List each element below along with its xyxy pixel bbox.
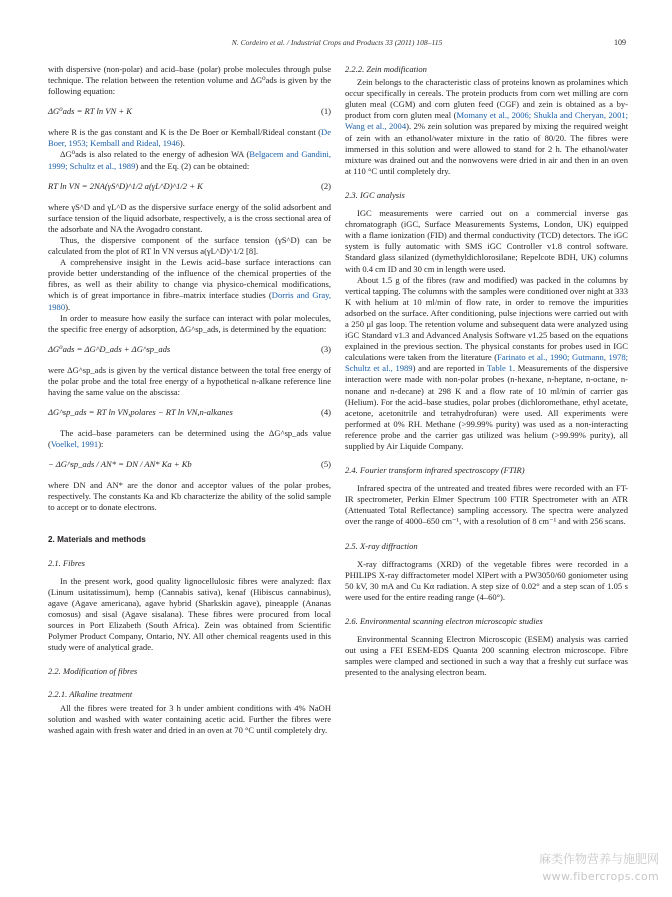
subsection-heading-igc: 2.3. IGC analysis [345,189,405,200]
watermark-chinese-text: 麻类作物营养与施肥网 [538,852,659,866]
paragraph-xrd: X-ray diffractograms (XRD) of the vegetable fibres were recorded in a PHILIPS X-ray diffractometer model XlPert with a PW3050/60 goniometer using 50 kV, 30 mA and Cu Kα radiation. A step size of 0.02° and a step scan of 1.05 s were used for the entire reading range (4–60°). [345,558,628,602]
equation-4-number: (4) [321,407,331,418]
equation-4-body: ΔG^sp_ads = RT ln VN,polares − RT ln VN,n-alkanes [48,407,233,418]
paragraph-order: In order to measure how easily the surface can interact with polar molecules, the specific free energy of adsorption, ΔG^sp_ads, is determined by the equation: [48,312,331,334]
journal-running-title: N. Cordeiro et al. / Industrial Crops and Products 33 (2011) 108–115 [231,38,443,47]
equation-2-body: RT ln VN = 2NA(γS^D)^1/2 a(γL^D)^1/2 + K [48,180,203,191]
page-number: 109 [614,38,626,47]
paragraph-igc-2: About 1.5 g of the fibres (raw and modified) was packed in the columns by vertical tapping. The columns with the samples were conditioned over night at 333 K with helium at 10 ml/min of flow rate, in order to remove the impurities adsorbed on the surface. After conditioning, pulse injections were carried out with a 250 μl gas loop. The retention volume and subsequent data were analyzed using iGC Standard v1.3 and Advanced Analysis Software v1.25 based on the equations explained in the previous section. The physical constants for probes used in IGC calculations were taken from the literature (Farinato et al., 1990; Gutmann, 1978; Schultz et al., 1989) and are reported in Table 1. Measurements of the dispersive interaction were made with non-polar probes (n-hexane, n-heptane, n-octane, n-nonane and n-decane) at 298 K and a flow rate of 10 ml/min of carrier gas (Helium). For the acid–base studies, polar probes (dichloromethane, ethyl acetate, acetone, acetonitrile and tetrahydrofuran) were used. All experiments were performed at 0% RH. Methane (>99.99% purity) was used as a non-interacting reference probe and the carrier gas utilized was helium (>99.99% purity), all supplied by Air Liquide Company. [345,274,629,451]
paragraph-after-eq1: where R is the gas constant and K is the De Boer or Kemball/Rideal constant (De Boer, 1953; Kemball and Rideal, 1946). [48,127,331,149]
paragraph-after-eq2: where γS^D and γL^D as the dispersive surface energy of the solid adsorbent and surface tension of the liquid adsorbate, respectively, a is the cross sectional area of the adsorbate and NA the Avogadro constant. [48,201,331,234]
equation-1-body: ΔG⁰ads = RT ln VN + K [48,106,132,117]
equation-5 [48,459,331,471]
equation-1 [48,106,331,118]
equation-2-number: (2) [321,180,331,191]
subsubsection-heading-alkaline: 2.2.1. Alkaline treatment [48,689,133,700]
subsection-heading-modification: 2.2. Modification of fibres [48,666,138,677]
paragraph-acidbase: The acid–base parameters can be determined using the ΔG^sp_ads value (Voelkel, 1991): [48,428,331,450]
left-column [48,64,331,736]
equation-4 [48,407,331,419]
equation-3-body: ΔG⁰ads = ΔG^D_ads + ΔG^sp_ads [48,343,171,354]
paragraph-esem: Environmental Scanning Electron Microscopic (ESEM) analysis was carried out using a FEI ESEM-EDS Quanta 200 scanning electron microscope. Fibre samples were clamped and sectioned in such a way that a freshly cut surface was presented to the analysing electron beam. [345,634,628,678]
equation-5-number: (5) [321,459,331,470]
paragraph-intro: with dispersive (non-polar) and acid–base (polar) probe molecules through pulse technique. The relation between the retention volume and ΔG⁰ads is given by the following equation: [48,64,331,97]
subsection-heading-fibres: 2.1. Fibres [48,557,85,568]
section-heading-materials: 2. Materials and methods [48,534,146,544]
subsection-heading-esem: 2.6. Environmental scanning electron microscopic studies [345,616,543,627]
equation-1-number: (1) [321,106,331,117]
subsection-heading-xrd: 2.5. X-ray diffraction [345,540,418,551]
subsection-heading-ftir: 2.4. Fourier transform infrared spectroscopy (FTIR) [345,465,525,476]
equation-2 [48,181,331,193]
paragraph-alkaline: All the fibres were treated for 3 h under ambient conditions with 4% NaOH solution and washed with water containing acetic acid. Further the fibres were washed again with fresh water and dried in an oven at 70 °C until completely dry. [48,702,331,735]
paragraph-zein: Zein belongs to the characteristic class of proteins known as prolamines which occur specifically in cereals. The protein products from corn wet milling are corn gluten meal (CGM) and corn gluten feed (CGF) and zein is obtained as a by-product from corn gluten meal (Momany et al., 2006; Shukla and Cheryan, 2001; Wang et al., 2004). 2% zein solution was prepared by mixing the required weight of zein with an ethanol/water mixture in the ratio of 80/20. The fibres were immersed in this solution and were allowed to stand for 2 h. The ethanol/water mixture was drained out and the nonwovens were dried in air and then in an oven at 110 °C until completely dry. [345,77,628,176]
citation-link[interactable]: Voelkel, 1991 [50,439,99,450]
paragraph-after-eq3: were ΔG^sp_ads is given by the vertical distance between the total free energy of the polar probe and the total free energy of a hypothetical n-alkane reference line having the same value on the abscissa: [48,364,331,397]
paragraph-thus: Thus, the dispersive component of the surface tension (γS^D) can be calculated from the plot of RT ln VN versus a(γL^D)^1/2 [8]. [48,234,331,257]
paragraph-ftir: Infrared spectra of the untreated and treated fibres were recorded with an FT-IR spectrometer, Perkin Elmer Spectrum 100 FTIR Spectrometer with an ATR (Attenuated Total Reflectance) sampling accessory. The spectra were analyzed over the range of 4000–650 cm⁻¹, with a resolution of 8 cm⁻¹ and with 256 scans. [345,483,628,527]
paragraph-after-eq5: where DN and AN* are the donor and acceptor values of the polar probes, respectively. The constants Ka and Kb characterize the ability of the solid sample to accept or to donate electrons. [48,480,331,513]
page-header [48,38,626,52]
subsubsection-heading-zein: 2.2.2. Zein modification [345,64,427,74]
equation-3-number: (3) [321,343,331,354]
citation-link[interactable]: Farinato et al., 1990; Gutmann, 1978; Schultz et al., 1989 [345,352,628,374]
paragraph-adhesion: ΔG⁰ads is also related to the energy of adhesion WA (Belgacem and Gandini, 1999; Schultz et al., 1989) and the Eq. (2) can be obtained: [48,149,331,171]
equation-3 [48,344,331,356]
table-link[interactable]: Table 1 [486,363,513,374]
citation-link[interactable]: Belgacem and Gandini, 1999; Schultz et al., 1989 [48,149,331,171]
paragraph-igc-1: IGC measurements were carried out on a commercial inverse gas chromatograph (iGC, Surface Measurements Systems, London, UK) equipped with a flame ionization (FID) and thermal conductivity (TCD) detectors. The iGC system is fully automatic with SMS iGC Controller v1.8 control software. Standard glass silanized (dymethyldichlorosilane; Repelcote BDH, UK) columns with 0.4 cm ID and 30 cm in length were used. [345,208,628,274]
paragraph-comprehensive: A comprehensive insight in the Lewis acid–base surface interactions can provide better understanding of the influence of the chemical properties of the fibres, as well as their ability to change via physico-chemical modifications, which is of great importance in fibre–matrix interface studies (Dorris and Gray, 1980). [48,257,332,312]
citation-link[interactable]: De Boer, 1953; Kemball and Rideal, 1946 [48,127,331,149]
right-column [345,64,628,679]
equation-5-body: − ΔG^sp_ads / AN* = DN / AN* Ka + Kb [48,459,192,470]
citation-link[interactable]: Dorris and Gray, 1980 [48,290,332,312]
citation-link[interactable]: Momany et al., 2006; Shukla and Cheryan, 2001; Wang et al., 2004 [345,110,628,132]
watermark-url: www.fibercrops.com [542,870,659,883]
paragraph-fibres: In the present work, good quality lignocellulosic fibres were analyzed: flax (Linum usitatissimum), hemp (Cannabis sativa), kenaf (Hibiscus cannabinus), agave (Agave americana), agave hybrid (Sharkskin agave), pineapple (Ananas comosus) and sisal (Agave sisalana). These fibres were procured from local sources in Port Elizabeth (South Africa). Zein was obtained from Scientific Polymer Product Company, Ontario, NY. All other chemical reagents used in this study were of analytical grade. [48,575,331,653]
